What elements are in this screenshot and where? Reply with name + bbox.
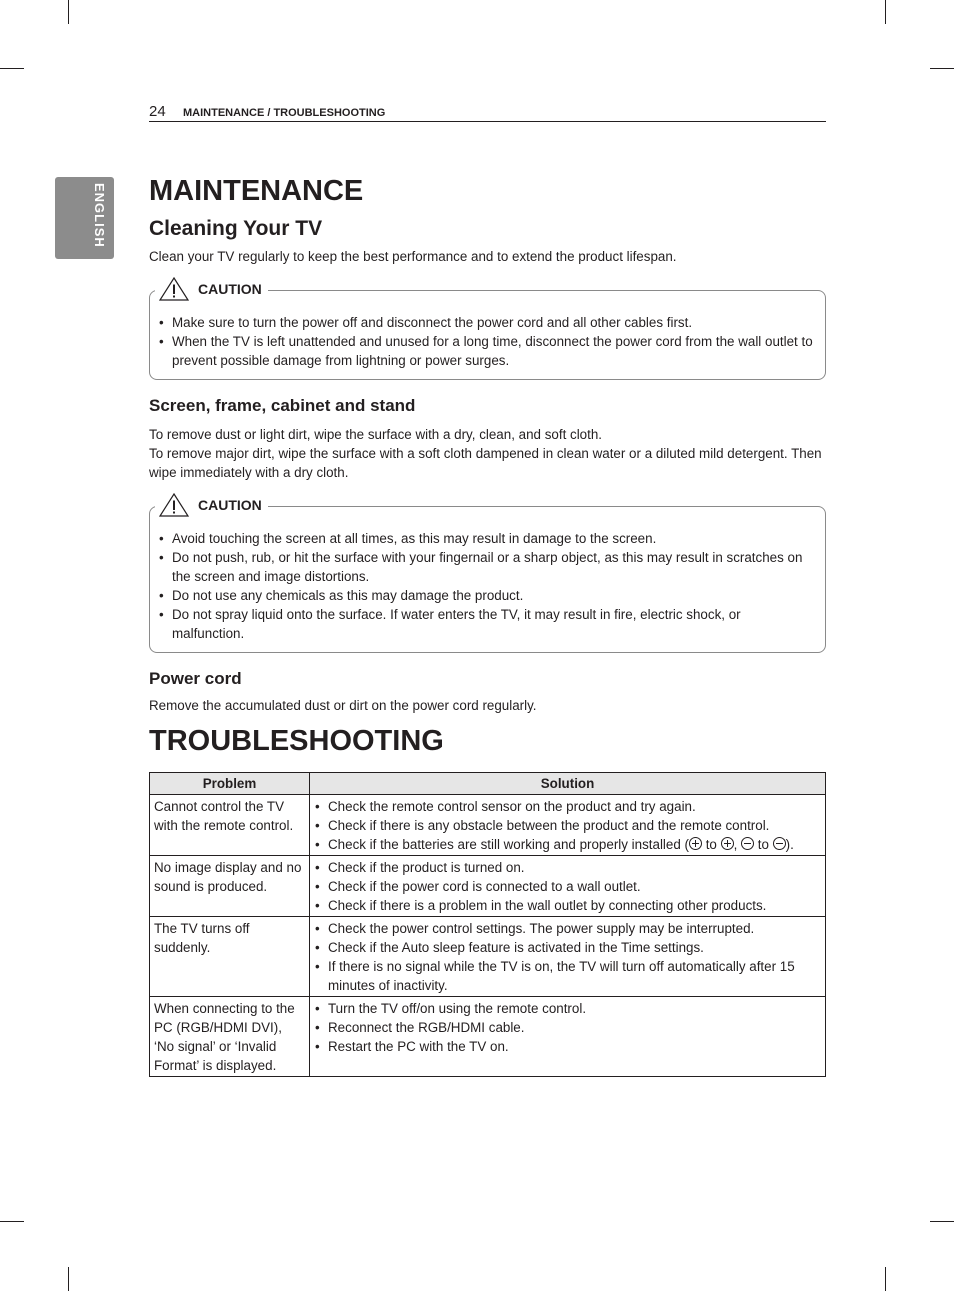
table-row (150, 856, 826, 917)
problem-cell: When connecting to the PC (RGB/HDMI DVI), ‘No signal’ or ‘Invalid Format’ is displayed. (150, 997, 310, 1077)
crop-mark (68, 0, 69, 24)
running-header (149, 103, 826, 122)
battery-text-suffix: ). (785, 837, 794, 852)
caution-box-2 (149, 497, 826, 653)
troubleshooting-table (149, 772, 826, 1077)
battery-text-to: to (701, 837, 721, 852)
crop-mark (0, 68, 24, 69)
problem-column-header: Problem (150, 773, 310, 795)
caution-item: • Make sure to turn the power off and disconnect the power cord and all other cables first. (158, 313, 815, 332)
caution-header (155, 275, 268, 303)
caution-title: CAUTION (198, 497, 262, 513)
header-section-title: MAINTENANCE / TROUBLESHOOTING (183, 107, 386, 119)
caution-box-1 (149, 281, 826, 380)
solution-item: • Check the power control settings. The power supply may be interrupted. (314, 919, 821, 938)
caution-item: • Avoid touching the screen at all times, as this may result in damage to the screen. (158, 529, 815, 548)
maintenance-title: MAINTENANCE (149, 175, 364, 207)
troubleshooting-title: TROUBLESHOOTING (149, 725, 444, 757)
power-cord-title: Power cord (149, 669, 242, 688)
solution-item-batteries (314, 835, 821, 854)
battery-text-prefix: Check if the batteries are still working and properly installed ( (328, 837, 689, 852)
problem-cell: No image display and no sound is produced. (150, 856, 310, 917)
plus-terminal-icon (689, 837, 702, 850)
caution-list (158, 529, 815, 643)
solution-cell (310, 795, 826, 856)
solution-item: • Check the remote control sensor on the product and try again. (314, 797, 821, 816)
table-row (150, 795, 826, 856)
minus-terminal-icon (741, 837, 754, 850)
problem-cell: The TV turns off suddenly. (150, 917, 310, 997)
plus-terminal-icon (721, 837, 734, 850)
crop-mark (0, 1221, 24, 1222)
power-cord-text: Remove the accumulated dust or dirt on the power cord regularly. (149, 698, 537, 713)
solution-item: • Turn the TV off/on using the remote control. (314, 999, 821, 1018)
page-content (149, 170, 826, 1077)
language-tab (55, 177, 114, 259)
solution-item: • Check if there is any obstacle between the product and the remote control. (314, 816, 821, 835)
caution-header (155, 491, 268, 519)
cleaning-intro: Clean your TV regularly to keep the best performance and to extend the product lifespan. (149, 249, 677, 264)
caution-item: • When the TV is left unattended and unused for a long time, disconnect the power cord from the wall outlet to prevent possible damage from lightning or power surges. (158, 332, 815, 370)
minus-terminal-icon (773, 837, 786, 850)
solution-item: • Restart the PC with the TV on. (314, 1037, 821, 1056)
solution-cell (310, 856, 826, 917)
caution-item: • Do not push, rub, or hit the surface with your fingernail or a sharp object, as this may result in scratches on the screen and image distortions. (158, 548, 815, 586)
solution-cell (310, 917, 826, 997)
solution-item: • Check if the Auto sleep feature is activated in the Time settings. (314, 938, 821, 957)
solution-column-header: Solution (310, 773, 826, 795)
caution-item: • Do not use any chemicals as this may damage the product. (158, 586, 815, 605)
crop-mark (930, 1221, 954, 1222)
caution-list (158, 313, 815, 370)
solution-item: • Check if there is a problem in the wall outlet by connecting other products. (314, 896, 821, 915)
warning-triangle-icon (158, 492, 190, 518)
screen-care-text-2: To remove major dirt, wipe the surface with a soft cloth dampened in clean water or a diluted mild detergent. Then wipe immediately with a dry cloth. (149, 446, 822, 480)
solution-cell (310, 997, 826, 1077)
screen-care-text-1: To remove dust or light dirt, wipe the surface with a dry, clean, and soft cloth. (149, 427, 603, 442)
screen-care-title: Screen, frame, cabinet and stand (149, 396, 416, 415)
table-header-row (150, 773, 826, 795)
caution-title: CAUTION (198, 281, 262, 297)
crop-mark (885, 0, 886, 24)
solution-item: • Reconnect the RGB/HDMI cable. (314, 1018, 821, 1037)
caution-item: • Do not spray liquid onto the surface. If water enters the TV, it may result in fire, electric shock, or malfunction. (158, 605, 815, 643)
table-row (150, 997, 826, 1077)
solution-item: • Check if the product is turned on. (314, 858, 821, 877)
language-tab-label: ENGLISH (92, 183, 107, 248)
cleaning-title: Cleaning Your TV (149, 217, 323, 240)
warning-triangle-icon (158, 276, 190, 302)
table-row (150, 917, 826, 997)
crop-mark (68, 1267, 69, 1291)
problem-cell: Cannot control the TV with the remote control. (150, 795, 310, 856)
solution-item: • Check if the power cord is connected to a wall outlet. (314, 877, 821, 896)
page-number: 24 (149, 103, 166, 120)
solution-item: • If there is no signal while the TV is on, the TV will turn off automatically after 15 minutes of inactivity. (314, 957, 821, 995)
battery-text-to: to (754, 837, 773, 852)
battery-text-sep: , (733, 837, 742, 852)
crop-mark (930, 68, 954, 69)
crop-mark (885, 1267, 886, 1291)
